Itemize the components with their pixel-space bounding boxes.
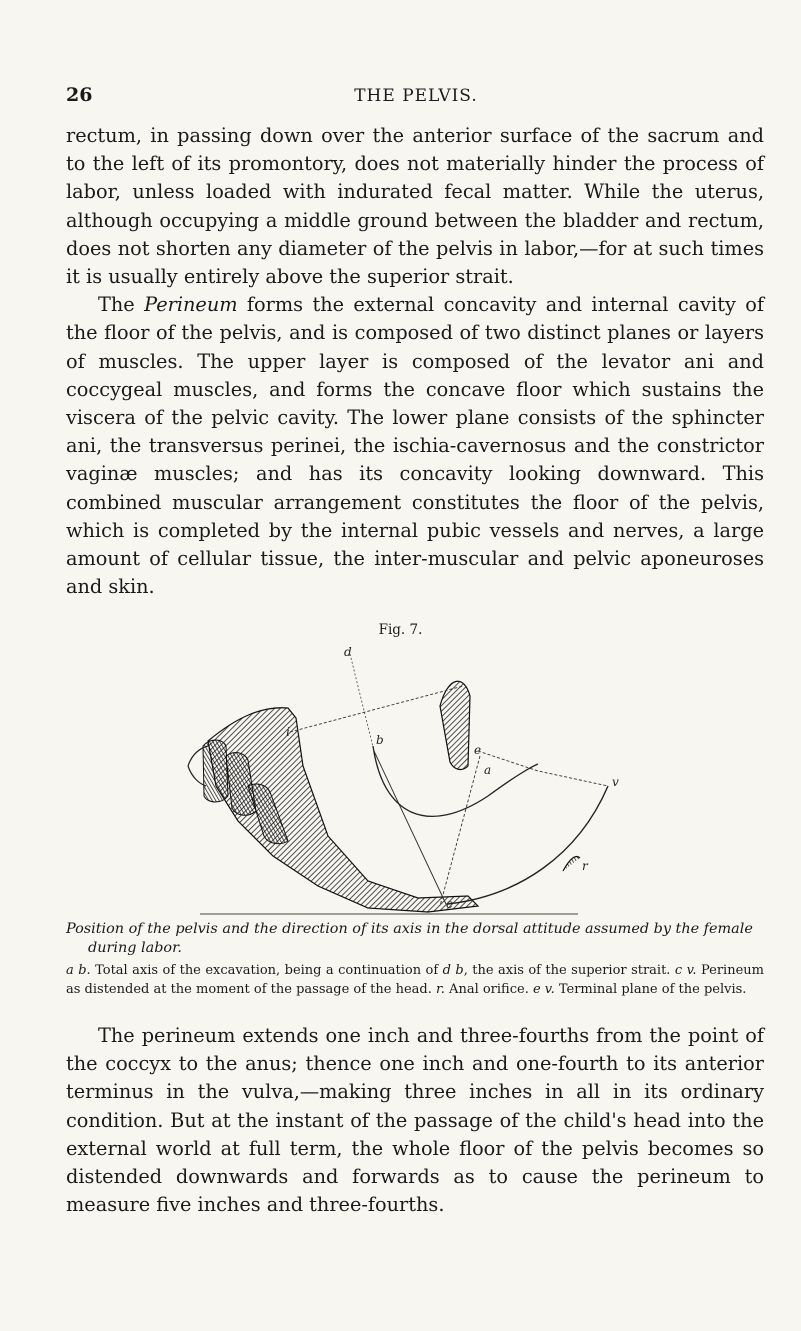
- vertebra-shape: [203, 740, 228, 802]
- paragraph: The Perineum forms the external concavity and internal cavity of the floor of the pelvis, and is composed of two distinct planes or layers of muscles. The upper layer is composed of the levator ani and coccygeal muscles, and forms the concave floor which sustains the viscera of the pelvic cavity. The lower plane consists of the sphincter ani, the transversus perinei, the ischia-cavernosus and the constrictor vaginæ muscles; and has its concavity looking downward. This combined muscular arrangement constitutes the floor of the pelvis, which is completed by the internal pubic vessels and nerves, a large amount of cellular tissue, the inter-muscular and pelvic aponeuroses and skin.: [66, 293, 764, 599]
- figure-letter-a: a: [484, 763, 492, 777]
- legend-key: r.: [436, 981, 445, 997]
- figure-letter-d: d: [344, 646, 352, 659]
- legend-key: a b.: [66, 963, 91, 978]
- anal-orifice: [563, 857, 580, 871]
- body-text-bottom: [66, 1022, 764, 1219]
- paragraph: The perineum extends one inch and three-fourths from the point of the coccyx to the anus; thence one inch and one-fourth to its anterior terminus in the vulva,—making three inches in all in its ordinary condition. But at the instant of the passage of the child's head into the external world at full term, the whole floor of the pelvis becomes so distended downwards and forwards as to cause the perineum to measure five inches and three-fourths.: [66, 1024, 764, 1217]
- figure-pelvis-diagram: [178, 646, 628, 918]
- figure-label: Fig. 7.: [378, 622, 423, 638]
- terminal-plane: [478, 751, 608, 786]
- page-number: 26: [66, 84, 93, 106]
- figure-letter-v: v: [612, 775, 619, 789]
- figure-caption-title: Position of the pelvis and the direction of its axis in the dorsal attitude assumed by the female during labor.: [66, 921, 753, 956]
- emphasis-perineum: Perineum: [144, 293, 238, 317]
- figure-letter-c: c: [446, 897, 453, 911]
- figure-letter-b: b: [376, 733, 384, 747]
- running-head: THE PELVIS.: [354, 86, 478, 106]
- figure-legend: a b. Total axis of the excavation, being a continuation of d b, the axis of the superior strait. c v. Perineum as distended at the moment of the passage of the head. r. Anal orifice. e v. Terminal plane of the pelvis.: [66, 963, 764, 997]
- axis-b-v: [374, 751, 446, 904]
- pubis-shape: [440, 681, 470, 769]
- figure-letter-e: e: [474, 743, 482, 757]
- axis-d-b: [350, 654, 374, 751]
- legend-key: c v.: [674, 963, 697, 978]
- axis-a: [440, 756, 480, 906]
- legend-key: e v.: [532, 981, 555, 997]
- superior-strait: [290, 686, 463, 732]
- body-text-top: [66, 122, 764, 601]
- page-header: [66, 84, 766, 114]
- legend-key: d b: [442, 963, 464, 978]
- figure-letter-i: i: [286, 725, 290, 739]
- figure-letter-r: r: [582, 859, 588, 873]
- perineum-curve: [448, 786, 608, 904]
- paragraph: rectum, in passing down over the anterior surface of the sacrum and to the left of its promontory, does not materially hinder the process of labor, unless loaded with indurated fecal matter. While the uterus, although occupying a middle ground between the bladder and rectum, does not shorten any diameter of the pelvis in labor,—for at such times it is usually entirely above the superior strait.: [66, 124, 764, 289]
